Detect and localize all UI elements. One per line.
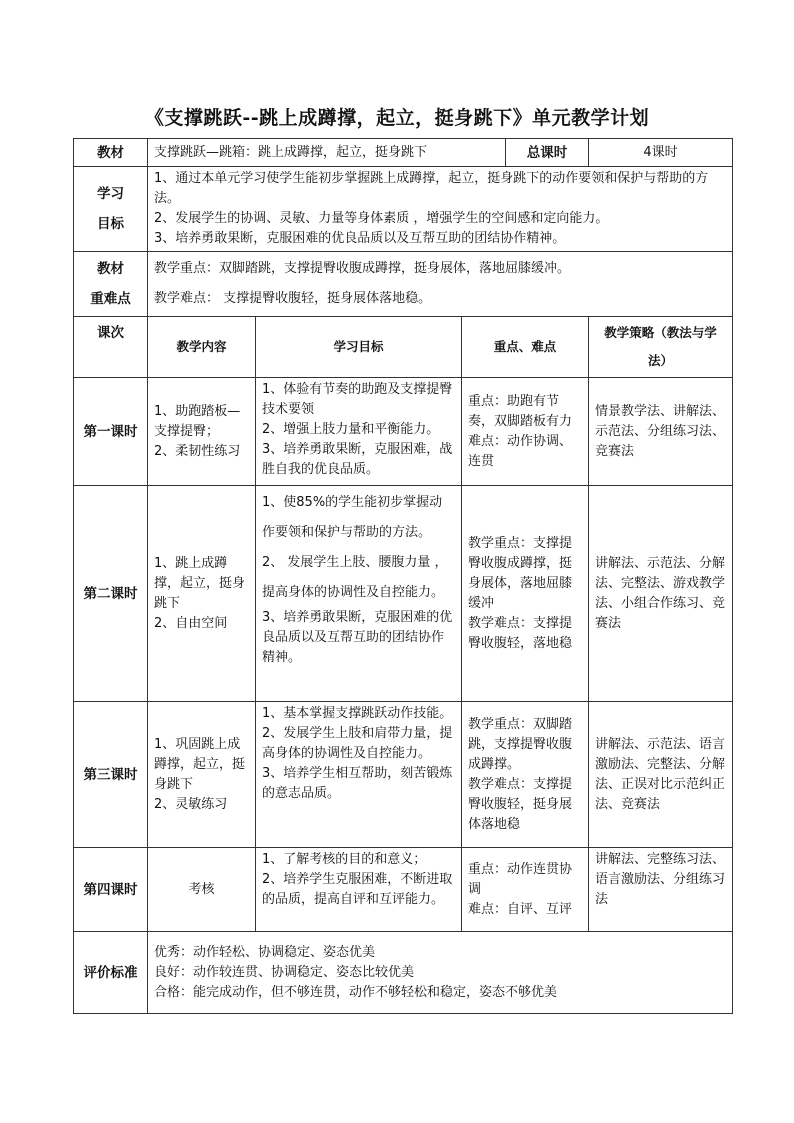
lesson-content	[148, 486, 256, 702]
lesson-goals	[256, 378, 462, 486]
goal-item: 3、培养勇敢果断，克服困难，战胜自我的优良品质。	[262, 442, 453, 477]
content-item: 考核	[188, 881, 215, 897]
goal-item: 1、了解考核的目的和意义；	[262, 852, 427, 867]
goals-label-line1: 学习	[97, 186, 124, 202]
lesson-strategy: 情景教学法、讲解法、示范法、分组练习法、竞赛法	[589, 378, 733, 486]
lesson-name: 第一课时	[74, 378, 148, 486]
goals-text	[148, 167, 733, 252]
lesson-keypoints	[462, 848, 589, 932]
keypoint-item: 教学重点：支撑提臀收腹成蹲撑，挺身展体，落地屈膝缓冲	[468, 535, 573, 611]
key-text	[148, 252, 733, 317]
lesson-content	[148, 378, 256, 486]
content-item: 1、跳上成蹲撑，起立，挺身跳下	[154, 555, 246, 611]
keypoint-item: 教学重点：双脚踏跳，支撑提臀收腹成蹲撑。	[468, 716, 573, 772]
key-label-line2: 重难点	[90, 291, 131, 307]
goal-item: 1、体验有节奏的助跑及支撑提臀技术要领	[262, 382, 453, 417]
goal-item: 1、基本掌握支撑跳跃动作技能。	[262, 706, 453, 721]
goals-label-line2: 目标	[97, 216, 124, 232]
key-point: 教学重点：双脚踏跳，支撑提臀收腹成蹲撑，挺身展体，落地屈膝缓冲。	[154, 261, 571, 276]
keypoint-item: 难点：自评、互评	[468, 901, 573, 917]
goal-item: 2、 发展学生上肢、腰腹力量 ，提高身体的协调性及自控能力。	[262, 555, 448, 600]
content-item: 1、助跑踏板—支撑提臀；	[154, 403, 241, 439]
lesson-strategy: 讲解法、完整练习法、语言激励法、分组练习法	[589, 848, 733, 932]
keypoint-item: 难点：动作协调、连贯	[468, 433, 573, 469]
content-item: 2、柔韧性练习	[154, 443, 241, 459]
header-goal: 学习目标	[256, 317, 462, 378]
lesson-name: 第四课时	[74, 848, 148, 932]
lesson-goals	[256, 848, 462, 932]
content-item: 2、自由空间	[154, 615, 228, 631]
goal-item: 2、增强上肢力量和平衡能力。	[262, 422, 440, 437]
lesson-goals	[256, 486, 462, 702]
header-content: 教学内容	[148, 317, 256, 378]
lesson-keypoints	[462, 378, 589, 486]
key-label-line1: 教材	[97, 261, 124, 277]
goal-item: 2、发展学生上肢和肩带力量，提高身体的协调性及自控能力。	[262, 726, 453, 761]
keypoint-item: 教学难点：支撑提臀收腹轻，落地稳	[468, 615, 573, 651]
goals-row	[74, 167, 733, 252]
evaluation-item: 合格：能完成动作，但不够连贯，动作不够轻松和稳定，姿态不够优美	[154, 984, 558, 1000]
lesson-content	[148, 848, 256, 932]
lesson-row	[74, 702, 733, 848]
keypoint-item: 教学难点：支撑提臀收腹轻，挺身展体落地稳	[468, 776, 573, 832]
lesson-keypoints	[462, 486, 589, 702]
plan-table	[73, 138, 733, 1014]
header-row	[74, 317, 733, 378]
lesson-row	[74, 848, 733, 932]
lesson-keypoints	[462, 702, 589, 848]
goal-item: 1、通过本单元学习使学生能初步掌握跳上成蹲撑，起立，挺身跳下的动作要领和保护与帮助的方法。	[154, 171, 709, 206]
lesson-row	[74, 378, 733, 486]
evaluation-label: 评价标准	[74, 932, 148, 1014]
key-row	[74, 252, 733, 317]
evaluation-text	[148, 932, 733, 1014]
evaluation-item: 良好：动作较连贯、协调稳定、姿态比较优美	[154, 964, 415, 980]
lesson-row	[74, 486, 733, 702]
total-hours-value: 4课时	[589, 139, 733, 167]
keypoint-item: 重点：动作连贯协调	[468, 861, 573, 897]
header-strategy: 教学策略（教法与学法）	[589, 317, 733, 378]
total-hours-label: 总课时	[506, 139, 589, 167]
evaluation-row	[74, 932, 733, 1014]
evaluation-item: 优秀：动作轻松、协调稳定、姿态优美	[154, 944, 376, 960]
goal-item: 3、培养勇敢果断，克服困难的优良品质以及互帮互助的团结协作精神。	[262, 610, 453, 665]
keypoint-item: 重点：助跑有节奏，双脚踏板有力	[468, 393, 573, 429]
material-value: 支撑跳跃—跳箱：跳上成蹲撑，起立，挺身跳下	[148, 139, 506, 167]
goal-item: 1、使85%的学生能初步掌握动作要领和保护与帮助的方法。	[262, 495, 443, 540]
content-item: 2、灵敏练习	[154, 796, 228, 812]
goal-item: 3、培养学生相互帮助，刻苦锻炼的意志品质。	[262, 766, 453, 801]
lesson-goals	[256, 702, 462, 848]
header-lesson: 课次	[74, 317, 148, 378]
lesson-strategy: 讲解法、示范法、语言激励法、完整法、分解法、正误对比示范纠正法、竞赛法	[589, 702, 733, 848]
material-label: 教材	[74, 139, 148, 167]
lesson-name: 第二课时	[74, 486, 148, 702]
goal-item: 2、发展学生的协调、灵敏、力量等身体素质 ，增强学生的空间感和定向能力。	[154, 211, 609, 226]
material-row	[74, 139, 733, 167]
goal-item: 3、培养勇敢果断，克服困难的优良品质以及互帮互助的团结协作精神。	[154, 231, 566, 246]
goals-label	[74, 167, 148, 252]
lesson-strategy: 讲解法、示范法、分解法、完整法、游戏教学法、小组合作练习、竞赛法	[589, 486, 733, 702]
lesson-name: 第三课时	[74, 702, 148, 848]
page-title: 《支撑跳跃--跳上成蹲撑，起立，挺身跳下》单元教学计划	[144, 107, 650, 129]
content-item: 1、巩固跳上成蹲撑，起立，挺身跳下	[154, 736, 246, 792]
lesson-content	[148, 702, 256, 848]
header-keypoint: 重点、难点	[462, 317, 589, 378]
key-label	[74, 252, 148, 317]
goal-item: 2、培养学生克服困难，不断进取的品质，提高自评和互评能力。	[262, 872, 453, 907]
difficult-point: 教学难点： 支撑提臀收腹轻，挺身展体落地稳。	[154, 291, 432, 306]
